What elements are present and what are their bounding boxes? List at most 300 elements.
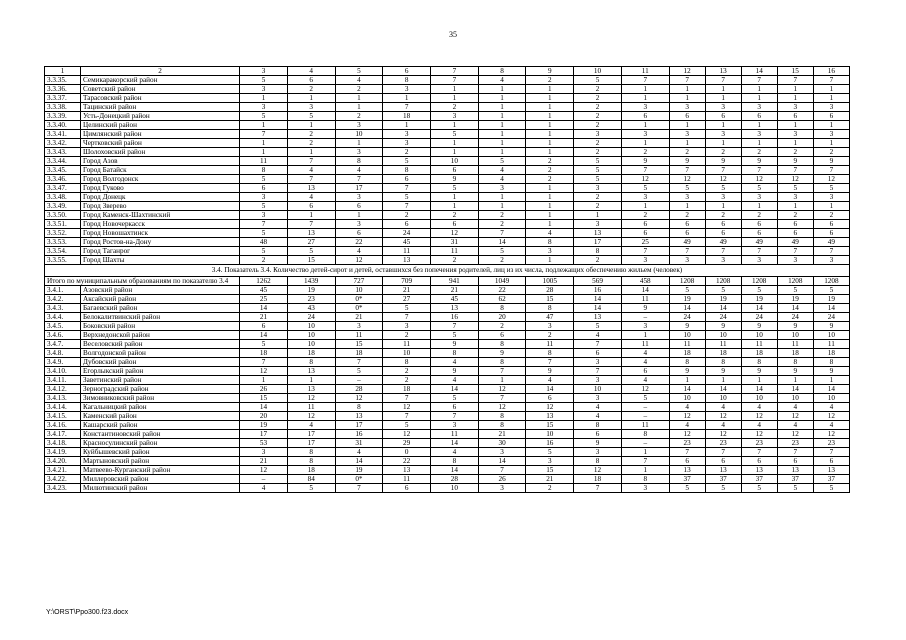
value-cell: 3 (383, 139, 431, 148)
value-cell: 9 (431, 175, 479, 184)
value-cell: 4 (287, 420, 335, 429)
value-cell: 7 (478, 393, 526, 402)
value-cell: 1 (621, 85, 669, 94)
value-cell: 14 (335, 456, 383, 465)
value-cell: 14 (813, 303, 849, 312)
value-cell: 49 (669, 238, 705, 247)
value-cell: 8 (478, 420, 526, 429)
value-cell: 0* (335, 294, 383, 303)
value-cell: 9 (669, 157, 705, 166)
value-cell: 1 (335, 94, 383, 103)
row-code: 3.4.17. (45, 429, 81, 438)
value-cell: 5 (335, 366, 383, 375)
value-cell: 37 (741, 474, 777, 483)
value-cell: 8 (240, 166, 288, 175)
value-cell: 7 (777, 447, 813, 456)
value-cell: 3 (705, 103, 741, 112)
value-cell: 5 (383, 193, 431, 202)
table-row (45, 375, 850, 384)
table-row (45, 175, 850, 184)
value-cell: 2 (574, 193, 622, 202)
value-cell: 1 (621, 202, 669, 211)
value-cell: 21 (478, 429, 526, 438)
value-cell: 1 (431, 139, 479, 148)
total-value-cell: 941 (431, 276, 479, 285)
value-cell: 9 (705, 157, 741, 166)
row-code: 3.3.48. (45, 193, 81, 202)
value-cell: 8 (383, 166, 431, 175)
value-cell: 1 (383, 94, 431, 103)
value-cell: 1 (526, 211, 574, 220)
value-cell: 14 (777, 384, 813, 393)
row-name: Семикаракорский район (81, 76, 240, 85)
row-code: 3.4.19. (45, 447, 81, 456)
value-cell: 12 (777, 175, 813, 184)
value-cell: 30 (478, 438, 526, 447)
row-name: Каменский район (81, 411, 240, 420)
value-cell: 1 (741, 121, 777, 130)
value-cell: 7 (574, 339, 622, 348)
value-cell: 7 (383, 312, 431, 321)
value-cell: 5 (813, 483, 849, 492)
value-cell: 23 (741, 438, 777, 447)
value-cell: 2 (741, 211, 777, 220)
value-cell: 6 (383, 220, 431, 229)
value-cell: 12 (669, 175, 705, 184)
value-cell: 12 (741, 175, 777, 184)
value-cell: 7 (705, 76, 741, 85)
value-cell: 8 (741, 357, 777, 366)
value-cell: 2 (478, 220, 526, 229)
value-cell: 3 (240, 103, 288, 112)
value-cell: 8 (431, 348, 479, 357)
table-row (45, 256, 850, 265)
value-cell: 7 (741, 247, 777, 256)
row-code: 3.4.12. (45, 384, 81, 393)
value-cell: 4 (335, 166, 383, 175)
value-cell: 4 (574, 411, 622, 420)
value-cell: 3 (621, 256, 669, 265)
table-row (45, 303, 850, 312)
value-cell: 1 (478, 193, 526, 202)
value-cell: 13 (669, 465, 705, 474)
row-name: Белокалитвинский район (81, 312, 240, 321)
row-name: Куйбышевский район (81, 447, 240, 456)
row-code: 3.3.45. (45, 166, 81, 175)
value-cell: 3 (741, 256, 777, 265)
table-row (45, 294, 850, 303)
value-cell: 12 (335, 393, 383, 402)
value-cell: 6 (669, 220, 705, 229)
value-cell: 10 (287, 339, 335, 348)
value-cell: 2 (621, 148, 669, 157)
value-cell: 1 (431, 85, 479, 94)
table-row (45, 420, 850, 429)
value-cell: 1 (669, 85, 705, 94)
value-cell: 1 (574, 211, 622, 220)
row-code: 3.3.37. (45, 94, 81, 103)
value-cell: 24 (287, 312, 335, 321)
value-cell: 17 (335, 420, 383, 429)
value-cell: 16 (335, 429, 383, 438)
row-name: Верхнедонской район (81, 330, 240, 339)
value-cell: 19 (240, 420, 288, 429)
row-code: 3.4.22. (45, 474, 81, 483)
file-path-footer: Y:\ORST\Ppo300.f23.docx (46, 609, 129, 616)
value-cell: 9 (705, 321, 741, 330)
value-cell: 5 (478, 157, 526, 166)
value-cell: 2 (574, 139, 622, 148)
value-cell: 6 (240, 321, 288, 330)
value-cell: 2 (705, 148, 741, 157)
value-cell: 3 (478, 447, 526, 456)
value-cell: 19 (287, 285, 335, 294)
value-cell: 2 (526, 157, 574, 166)
value-cell: 10 (777, 330, 813, 339)
value-cell: 14 (669, 384, 705, 393)
value-cell: 13 (287, 184, 335, 193)
value-cell: 15 (526, 294, 574, 303)
value-cell: 7 (621, 166, 669, 175)
value-cell: 9 (478, 348, 526, 357)
value-cell: 5 (621, 184, 669, 193)
value-cell: 3 (777, 130, 813, 139)
row-name: Город Каменск-Шахтинский (81, 211, 240, 220)
value-cell: 16 (574, 285, 622, 294)
value-cell: 6 (478, 330, 526, 339)
value-cell: 15 (287, 256, 335, 265)
value-cell: 3 (574, 184, 622, 193)
value-cell: 14 (478, 456, 526, 465)
value-cell: 8 (526, 303, 574, 312)
value-cell: 1 (813, 121, 849, 130)
value-cell: 23 (669, 438, 705, 447)
value-cell: 13 (574, 312, 622, 321)
value-cell: 6 (705, 229, 741, 238)
row-code: 3.4.21. (45, 465, 81, 474)
table-row (45, 184, 850, 193)
row-code: 3.3.42. (45, 139, 81, 148)
value-cell: 9 (813, 366, 849, 375)
value-cell: 8 (574, 420, 622, 429)
value-cell: 4 (526, 229, 574, 238)
value-cell: 21 (431, 285, 479, 294)
row-name: Тарасовский район (81, 94, 240, 103)
value-cell: 0* (335, 303, 383, 312)
value-cell: – (240, 474, 288, 483)
value-cell: 6 (431, 220, 479, 229)
value-cell: 1 (813, 94, 849, 103)
value-cell: 19 (813, 294, 849, 303)
value-cell: 1 (526, 130, 574, 139)
row-code: 3.4.14. (45, 402, 81, 411)
value-cell: 1 (526, 202, 574, 211)
table-row (45, 139, 850, 148)
row-code: 3.3.50. (45, 211, 81, 220)
column-number-cell: 1 (45, 67, 81, 76)
value-cell: 7 (240, 220, 288, 229)
row-name: Боковский район (81, 321, 240, 330)
table-row (45, 402, 850, 411)
value-cell: 2 (431, 103, 479, 112)
value-cell: 5 (478, 247, 526, 256)
value-cell: 20 (240, 411, 288, 420)
value-cell: 8 (287, 456, 335, 465)
row-code: 3.4.11. (45, 375, 81, 384)
value-cell: – (621, 312, 669, 321)
value-cell: 13 (383, 465, 431, 474)
value-cell: 9 (526, 366, 574, 375)
total-value-cell: 727 (335, 276, 383, 285)
value-cell: 12 (621, 175, 669, 184)
value-cell: 4 (335, 76, 383, 85)
row-name: Кашарский район (81, 420, 240, 429)
value-cell: 18 (669, 348, 705, 357)
value-cell: 3 (813, 256, 849, 265)
value-cell: 6 (383, 175, 431, 184)
value-cell: 22 (383, 456, 431, 465)
value-cell: 2 (526, 166, 574, 175)
total-value-cell: 458 (621, 276, 669, 285)
row-name: Советский район (81, 85, 240, 94)
table-row (45, 193, 850, 202)
value-cell: 1 (526, 85, 574, 94)
value-cell: 11 (240, 157, 288, 166)
table-row (45, 85, 850, 94)
value-cell: 3 (705, 256, 741, 265)
value-cell: 17 (287, 438, 335, 447)
value-cell: 10 (669, 393, 705, 402)
row-name: Волгодонской район (81, 348, 240, 357)
row-code: 3.3.54. (45, 247, 81, 256)
value-cell: 1 (526, 94, 574, 103)
value-cell: 12 (431, 229, 479, 238)
value-cell: 5 (741, 285, 777, 294)
value-cell: 21 (240, 456, 288, 465)
row-name: Мартыновский район (81, 456, 240, 465)
value-cell: 5 (287, 483, 335, 492)
value-cell: 37 (777, 474, 813, 483)
value-cell: 1 (621, 94, 669, 103)
value-cell: 7 (777, 166, 813, 175)
value-cell: 0 (383, 447, 431, 456)
value-cell: 2 (669, 148, 705, 157)
value-cell: 6 (431, 402, 479, 411)
value-cell: 7 (383, 202, 431, 211)
table-row (45, 202, 850, 211)
row-name: Город Донецк (81, 193, 240, 202)
value-cell: 1 (335, 139, 383, 148)
value-cell: 4 (777, 402, 813, 411)
value-cell: 3 (669, 256, 705, 265)
value-cell: 3 (777, 103, 813, 112)
value-cell: 45 (240, 285, 288, 294)
value-cell: 11 (526, 339, 574, 348)
value-cell: 3 (705, 193, 741, 202)
value-cell: 24 (741, 312, 777, 321)
value-cell: 5 (383, 303, 431, 312)
value-cell: 49 (741, 238, 777, 247)
table-row (45, 330, 850, 339)
value-cell: 5 (705, 184, 741, 193)
value-cell: 24 (813, 312, 849, 321)
value-cell: 26 (478, 474, 526, 483)
value-cell: 7 (431, 411, 479, 420)
value-cell: 2 (526, 330, 574, 339)
value-cell: 23 (705, 438, 741, 447)
value-cell: 7 (478, 366, 526, 375)
value-cell: 9 (741, 157, 777, 166)
value-cell: 2 (526, 483, 574, 492)
value-cell: 10 (574, 384, 622, 393)
value-cell: 9 (777, 366, 813, 375)
row-code: 3.3.51. (45, 220, 81, 229)
row-code: 3.3.49. (45, 202, 81, 211)
row-code: 3.3.38. (45, 103, 81, 112)
value-cell: 5 (669, 483, 705, 492)
value-cell: 2 (741, 148, 777, 157)
value-cell: 6 (287, 76, 335, 85)
value-cell: 7 (478, 465, 526, 474)
value-cell: 4 (813, 402, 849, 411)
column-number-cell: 5 (335, 67, 383, 76)
value-cell: 4 (335, 447, 383, 456)
row-code: 3.3.41. (45, 130, 81, 139)
value-cell: 12 (240, 366, 288, 375)
data-table (44, 66, 850, 493)
value-cell: 17 (287, 429, 335, 438)
value-cell: 1 (431, 94, 479, 103)
value-cell: 9 (813, 157, 849, 166)
value-cell: 2 (574, 121, 622, 130)
value-cell: 10 (777, 393, 813, 402)
value-cell: 5 (574, 76, 622, 85)
row-name: Багаевский район (81, 303, 240, 312)
row-name: Красносулинский район (81, 438, 240, 447)
value-cell: 6 (741, 112, 777, 121)
value-cell: 6 (287, 202, 335, 211)
value-cell: 5 (240, 175, 288, 184)
value-cell: 1 (777, 202, 813, 211)
value-cell: 6 (777, 229, 813, 238)
row-name: Зимовниковский район (81, 393, 240, 402)
value-cell: 11 (431, 429, 479, 438)
value-cell: 11 (669, 339, 705, 348)
value-cell: 1 (287, 375, 335, 384)
value-cell: 7 (383, 184, 431, 193)
value-cell: 17 (574, 238, 622, 247)
value-cell: 2 (335, 112, 383, 121)
value-cell: 7 (478, 229, 526, 238)
column-number-cell: 10 (574, 67, 622, 76)
total-value-cell: 1208 (813, 276, 849, 285)
row-name: Целинский район (81, 121, 240, 130)
value-cell: 5 (813, 285, 849, 294)
value-cell: 4 (240, 483, 288, 492)
value-cell: 2 (478, 256, 526, 265)
value-cell: 18 (335, 348, 383, 357)
value-cell: 24 (383, 229, 431, 238)
value-cell: 8 (526, 348, 574, 357)
value-cell: 8 (478, 339, 526, 348)
value-cell: 0* (335, 474, 383, 483)
value-cell: 6 (813, 456, 849, 465)
value-cell: 3 (741, 130, 777, 139)
value-cell: 47 (526, 312, 574, 321)
value-cell: 5 (240, 112, 288, 121)
value-cell: 10 (431, 483, 479, 492)
row-name: Город Таганрог (81, 247, 240, 256)
value-cell: 13 (813, 465, 849, 474)
total-value-cell: 1208 (777, 276, 813, 285)
column-number-cell: 14 (741, 67, 777, 76)
value-cell: 1 (705, 94, 741, 103)
value-cell: 2 (813, 148, 849, 157)
value-cell: 2 (574, 202, 622, 211)
row-code: 3.4.10. (45, 366, 81, 375)
table-row (45, 148, 850, 157)
value-cell: 24 (669, 312, 705, 321)
value-cell: 1 (741, 139, 777, 148)
row-code: 3.3.44. (45, 157, 81, 166)
value-cell: 10 (813, 393, 849, 402)
value-cell: 5 (705, 483, 741, 492)
value-cell: 2 (287, 139, 335, 148)
row-name: Веселовский район (81, 339, 240, 348)
value-cell: 12 (478, 402, 526, 411)
value-cell: 16 (526, 438, 574, 447)
table-row (45, 321, 850, 330)
value-cell: 19 (741, 294, 777, 303)
value-cell: 37 (705, 474, 741, 483)
table-row (45, 220, 850, 229)
value-cell: 20 (478, 312, 526, 321)
value-cell: 3 (574, 130, 622, 139)
value-cell: 1 (478, 112, 526, 121)
value-cell: 8 (383, 357, 431, 366)
value-cell: 14 (478, 238, 526, 247)
value-cell: 10 (669, 330, 705, 339)
value-cell: 6 (621, 366, 669, 375)
value-cell: 11 (741, 339, 777, 348)
value-cell: 13 (705, 465, 741, 474)
value-cell: 2 (777, 211, 813, 220)
value-cell: 1 (741, 85, 777, 94)
value-cell: 22 (478, 285, 526, 294)
value-cell: 14 (777, 303, 813, 312)
value-cell: 49 (777, 238, 813, 247)
value-cell: 24 (705, 312, 741, 321)
row-name: Заветинский район (81, 375, 240, 384)
value-cell: 2 (431, 211, 479, 220)
value-cell: 5 (240, 76, 288, 85)
row-code: 3.4.18. (45, 438, 81, 447)
value-cell: 6 (705, 456, 741, 465)
value-cell: 5 (431, 330, 479, 339)
row-name: Тацинский район (81, 103, 240, 112)
value-cell: 3 (478, 483, 526, 492)
value-cell: 12 (741, 429, 777, 438)
value-cell: 6 (741, 229, 777, 238)
value-cell: 1 (705, 375, 741, 384)
value-cell: 12 (669, 411, 705, 420)
value-cell: 7 (813, 247, 849, 256)
value-cell: 1 (383, 121, 431, 130)
value-cell: 2 (383, 148, 431, 157)
value-cell: – (621, 438, 669, 447)
value-cell: 5 (621, 393, 669, 402)
table-row (45, 348, 850, 357)
